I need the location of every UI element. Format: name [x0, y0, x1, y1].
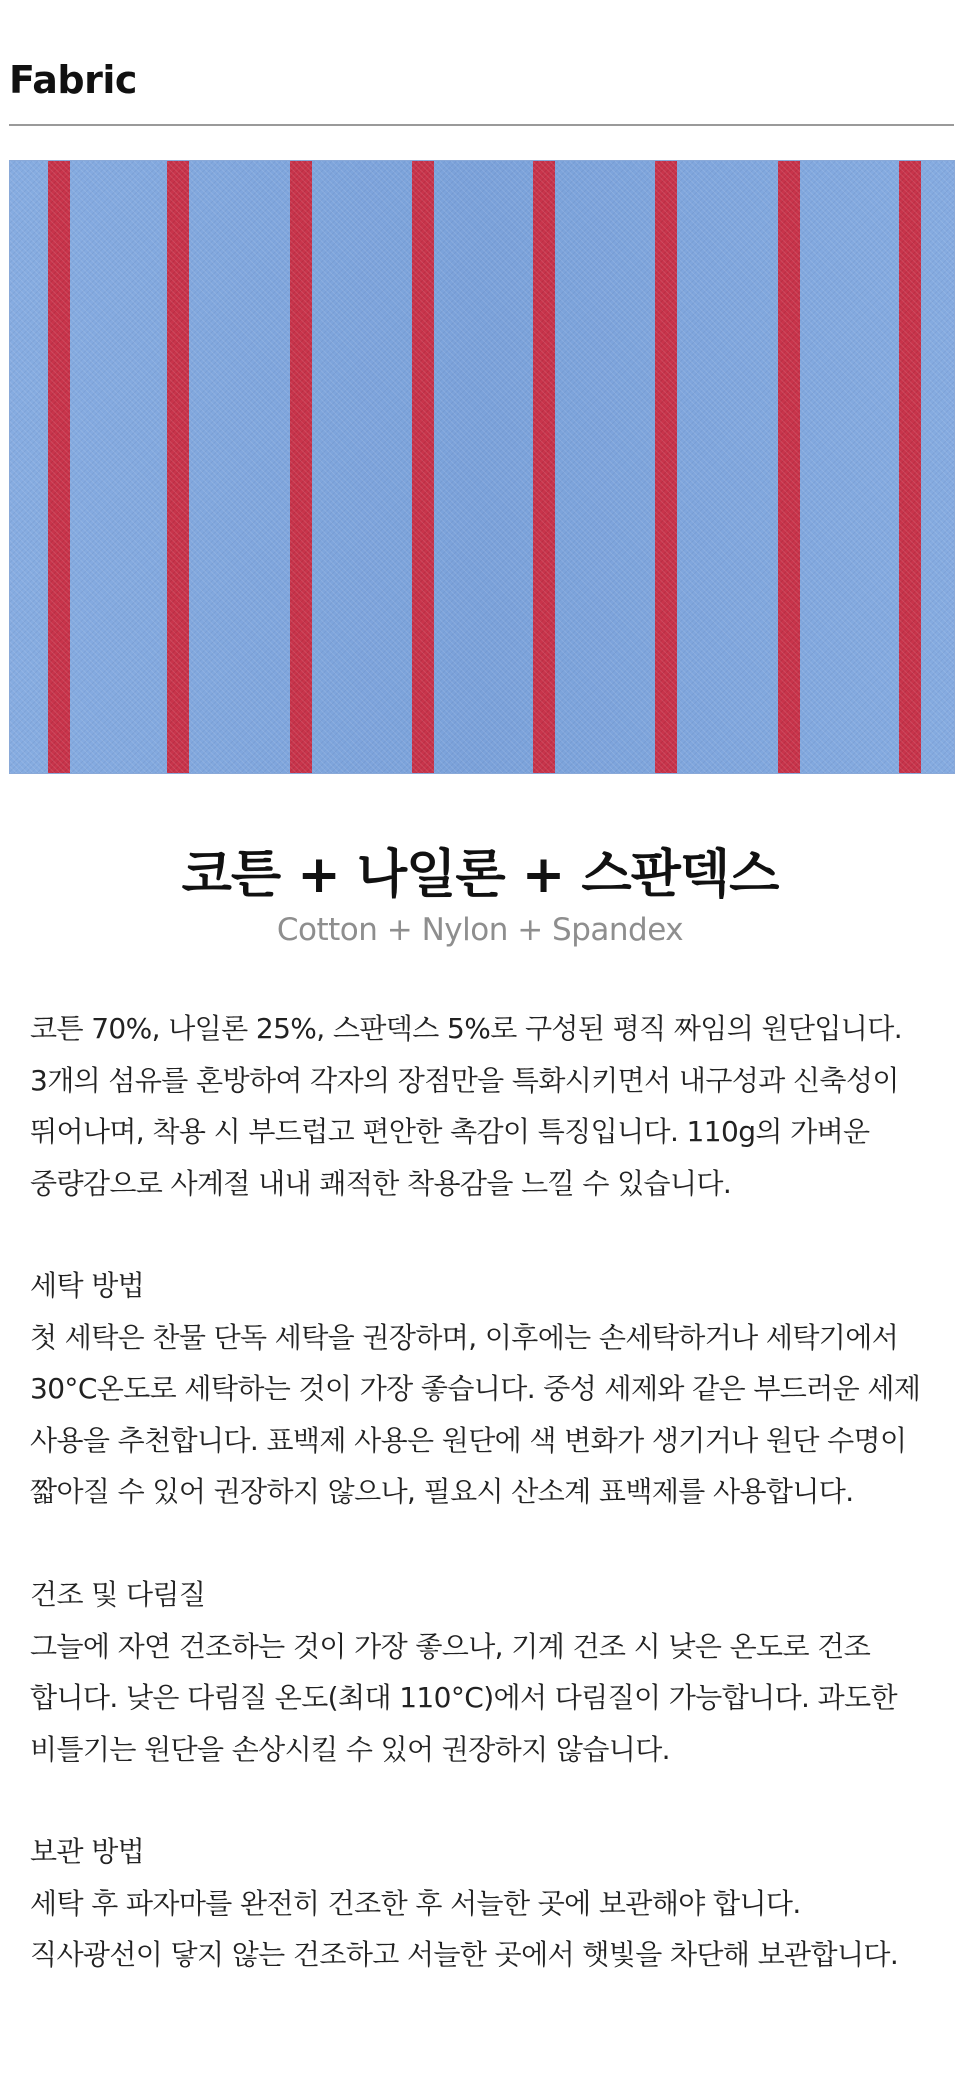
red-stripe	[778, 161, 800, 773]
fabric-description	[30, 1003, 950, 1209]
drying-line: 비틀기는 원단을 손상시킬 수 있어 권장하지 않습니다.	[30, 1732, 670, 1766]
red-stripe	[412, 161, 434, 773]
storage-line: 직사광선이 닿지 않는 건조하고 서늘한 곳에서 햇빛을 차단해 보관합니다.	[30, 1938, 899, 1971]
washing-line: 30°C온도로 세탁하는 것이 가장 좋습니다. 중성 세제와 같은 부드러운 세제	[30, 1372, 921, 1405]
storage-heading: 보관 방법	[30, 1835, 145, 1868]
title-divider	[9, 124, 954, 126]
description-line: 뛰어나며, 착용 시 부드럽고 편안한 촉감이 특징입니다. 110g의 가벼운	[30, 1115, 870, 1148]
red-stripe	[48, 161, 70, 773]
fabric-name-korean: 코튼 + 나일론 + 스판덱스	[181, 845, 779, 905]
storage-section	[30, 1826, 950, 1981]
red-stripe	[290, 161, 312, 773]
washing-line: 첫 세탁은 찬물 단독 세탁을 권장하며, 이후에는 손세탁하거나 세탁기에서	[30, 1320, 899, 1354]
fabric-swatch-image	[9, 160, 955, 774]
red-stripe	[655, 161, 677, 773]
red-stripe	[533, 161, 555, 773]
description-line: 중량감으로 사계절 내내 쾌적한 착용감을 느낄 수 있습니다.	[30, 1166, 732, 1200]
red-stripe	[899, 161, 921, 773]
drying-section	[30, 1569, 950, 1775]
description-line: 코튼 70%, 나일론 25%, 스판덱스 5%로 구성된 평직 짜임의 원단입니다.	[30, 1012, 903, 1045]
washing-line: 짧아질 수 있어 권장하지 않으나, 필요시 산소계 표백제를 사용합니다.	[30, 1475, 854, 1508]
washing-line: 사용을 추천합니다. 표백제 사용은 원단에 색 변화가 생기거나 원단 수명이	[30, 1423, 907, 1457]
storage-line: 세탁 후 파자마를 완전히 건조한 후 서늘한 곳에 보관해야 합니다.	[30, 1886, 801, 1920]
fabric-name-english: Cotton + Nylon + Spandex	[276, 912, 684, 948]
drying-line: 합니다. 낮은 다림질 온도(최대 110°C)에서 다림질이 가능합니다. 과도한	[30, 1681, 897, 1714]
description-line: 3개의 섬유를 혼방하여 각자의 장점만을 특화시키면서 내구성과 신축성이	[30, 1063, 899, 1097]
drying-line: 그늘에 자연 건조하는 것이 가장 좋으나, 기계 건조 시 낮은 온도로 건조	[30, 1629, 871, 1663]
washing-section	[30, 1260, 950, 1518]
section-title: Fabric	[9, 58, 137, 102]
washing-heading: 세탁 방법	[30, 1269, 145, 1302]
drying-heading: 건조 및 다림질	[30, 1578, 206, 1611]
red-stripe	[167, 161, 189, 773]
